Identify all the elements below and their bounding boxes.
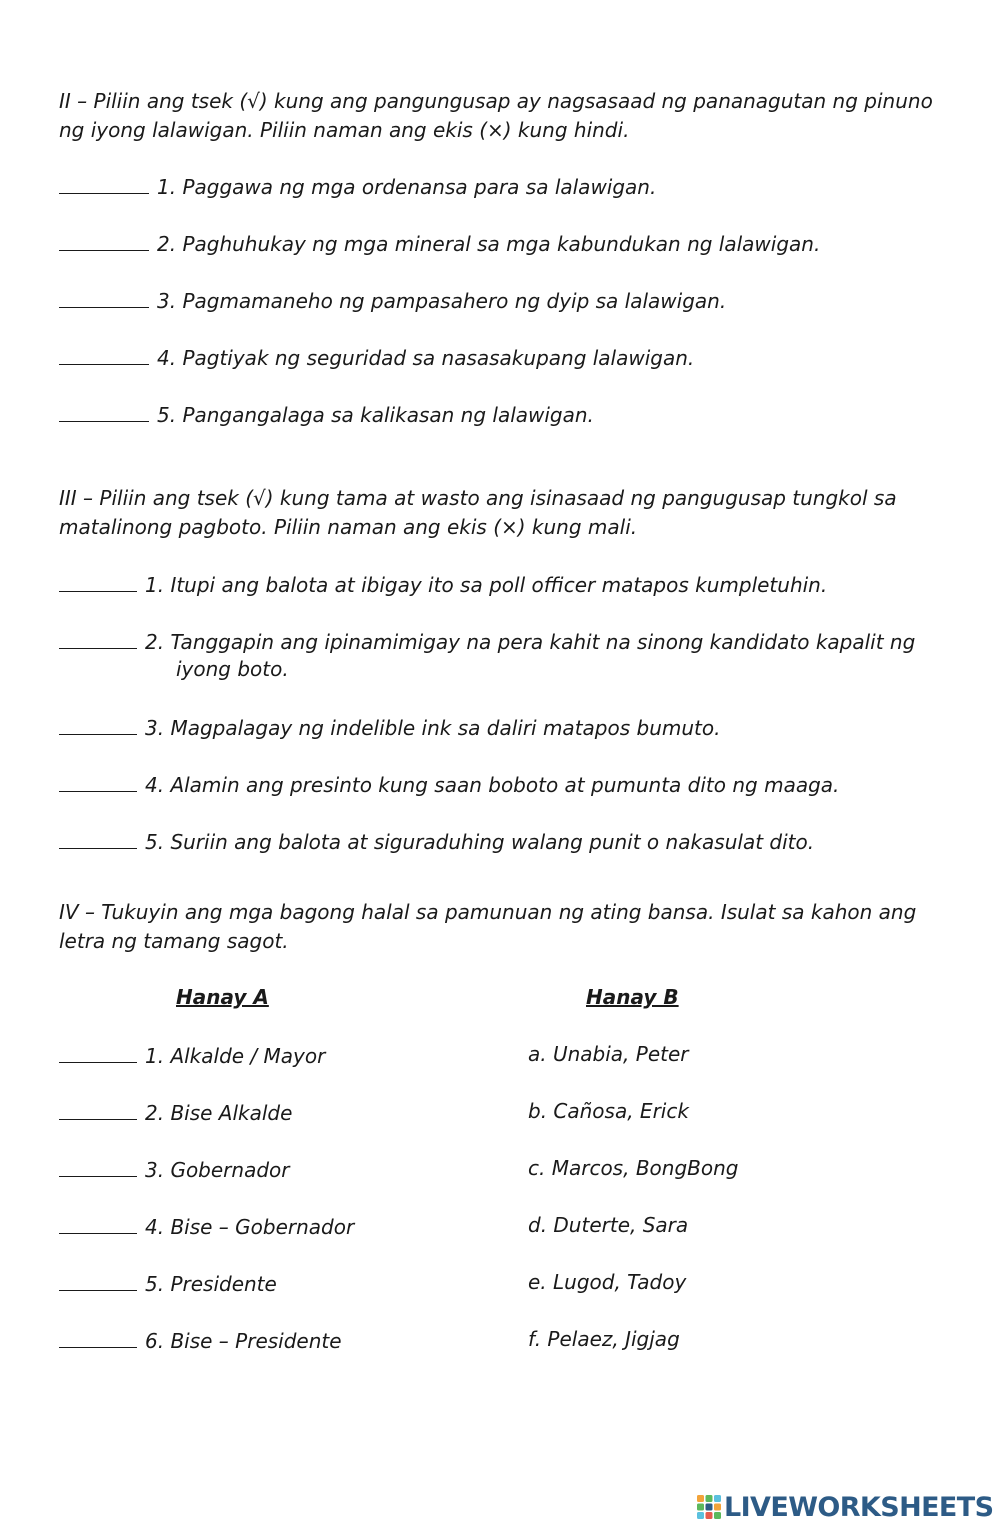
section-3-instruction: III – Piliin ang tsek (√) kung tama at wasto ang isinasaad ng pangugusap tungkol sa matalinong pagboto. Piliin naman ang ekis (×) kung mali. bbox=[59, 486, 897, 539]
column-a-item-6: 6. Bise – Presidente bbox=[59, 1327, 342, 1353]
section-2-item-5: 5. Pangangalaga sa kalikasan ng lalawigan. bbox=[59, 401, 594, 427]
column-a-header: Hanay A bbox=[176, 985, 269, 1009]
section-3-item-2: 2. Tanggapin ang ipinamimigay na pera kahit na sinong kandidato kapalit ng bbox=[59, 628, 915, 654]
liveworksheets-logo-icon bbox=[697, 1495, 721, 1519]
answer-blank[interactable] bbox=[59, 714, 137, 735]
section-3-item-1: 1. Itupi ang balota at ibigay ito sa poll officer matapos kumpletuhin. bbox=[59, 571, 827, 597]
answer-blank[interactable] bbox=[59, 571, 137, 592]
column-a-item-5: 5. Presidente bbox=[59, 1270, 277, 1296]
column-b-item-c: c. Marcos, BongBong bbox=[528, 1156, 739, 1180]
answer-blank[interactable] bbox=[59, 1099, 137, 1120]
section-2-item-4: 4. Pagtiyak ng seguridad sa nasasakupang lalawigan. bbox=[59, 344, 694, 370]
section-3-item-5: 5. Suriin ang balota at siguraduhing walang punit o nakasulat dito. bbox=[59, 828, 814, 854]
column-b-item-e: e. Lugod, Tadoy bbox=[528, 1270, 687, 1294]
section-2-item-1: 1. Paggawa ng mga ordenansa para sa lalawigan. bbox=[59, 173, 656, 199]
answer-blank[interactable] bbox=[59, 1042, 137, 1063]
column-b-item-d: d. Duterte, Sara bbox=[528, 1213, 689, 1237]
section-3-item-2-continuation: iyong boto. bbox=[176, 657, 289, 681]
section-4-instruction: IV – Tukuyin ang mga bagong halal sa pamunuan ng ating bansa. Isulat sa kahon ang letra ng tamang sagot. bbox=[59, 900, 917, 953]
column-a-item-2: 2. Bise Alkalde bbox=[59, 1099, 292, 1125]
column-a-item-4: 4. Bise – Gobernador bbox=[59, 1213, 354, 1239]
answer-blank[interactable] bbox=[59, 1327, 137, 1348]
section-3-item-3: 3. Magpalagay ng indelible ink sa daliri matapos bumuto. bbox=[59, 714, 720, 740]
column-b-item-b: b. Cañosa, Erick bbox=[528, 1099, 689, 1123]
answer-blank[interactable] bbox=[59, 771, 137, 792]
column-b-item-f: f. Pelaez, Jigjag bbox=[528, 1327, 680, 1351]
answer-blank[interactable] bbox=[59, 287, 149, 308]
section-2-item-3: 3. Pagmamaneho ng pampasahero ng dyip sa lalawigan. bbox=[59, 287, 726, 313]
answer-blank[interactable] bbox=[59, 1156, 137, 1177]
column-a-item-1: 1. Alkalde / Mayor bbox=[59, 1042, 325, 1068]
answer-blank[interactable] bbox=[59, 628, 137, 649]
answer-blank[interactable] bbox=[59, 828, 137, 849]
liveworksheets-logo bbox=[697, 1490, 993, 1524]
column-b-item-a: a. Unabia, Peter bbox=[528, 1042, 689, 1066]
section-2-instruction: II – Piliin ang tsek (√) kung ang pangungusap ay nagsasaad ng pananagutan ng pinuno ng iyong lalawigan. Piliin naman ang ekis (×) kung hindi. bbox=[59, 89, 933, 142]
answer-blank[interactable] bbox=[59, 344, 149, 365]
column-a-item-3: 3. Gobernador bbox=[59, 1156, 289, 1182]
column-b-header: Hanay B bbox=[586, 985, 679, 1009]
answer-blank[interactable] bbox=[59, 230, 149, 251]
section-3-item-4: 4. Alamin ang presinto kung saan boboto at pumunta dito ng maaga. bbox=[59, 771, 839, 797]
answer-blank[interactable] bbox=[59, 173, 149, 194]
answer-blank[interactable] bbox=[59, 1270, 137, 1291]
answer-blank[interactable] bbox=[59, 1213, 137, 1234]
answer-blank[interactable] bbox=[59, 401, 149, 422]
section-2-item-2: 2. Paghuhukay ng mga mineral sa mga kabundukan ng lalawigan. bbox=[59, 230, 820, 256]
liveworksheets-brand: LIVEWORKSHEETS bbox=[724, 1491, 994, 1523]
